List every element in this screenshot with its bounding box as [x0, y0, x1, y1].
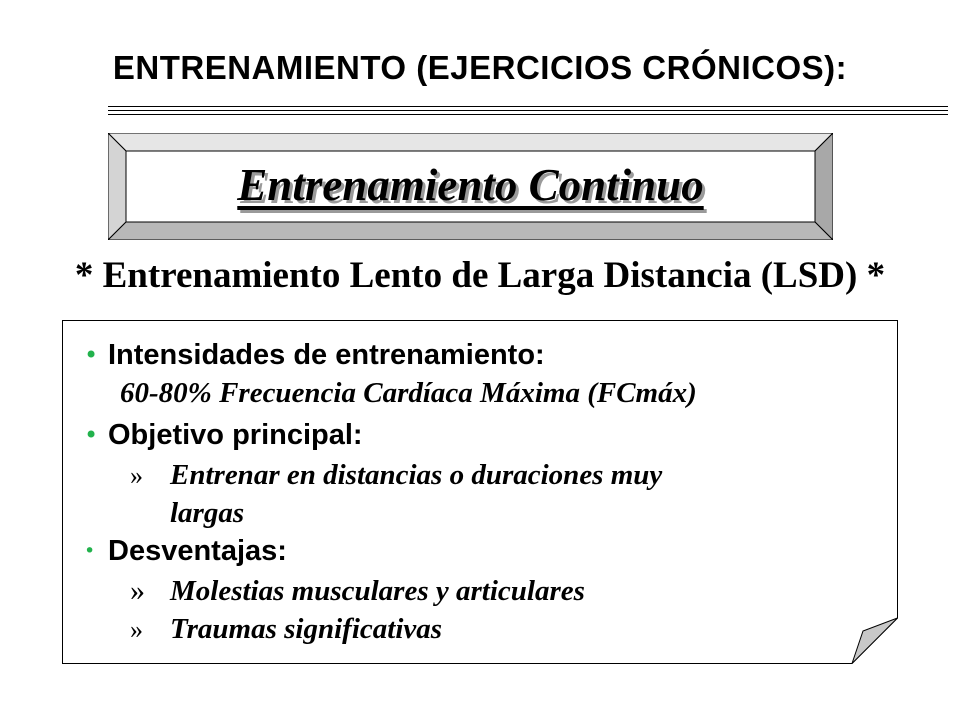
bullet-label: Objetivo principal: [108, 419, 363, 451]
page-title: ENTRENAMIENTO (EJERCICIOS CRÓNICOS): [112, 49, 848, 86]
card-content [62, 322, 898, 662]
intensity-detail: 60-80% Frecuencia Cardíaca Máxima (FCmáx) [120, 377, 697, 409]
subtitle: * Entrenamiento Lento de Larga Distancia (LSD) * [74, 255, 886, 296]
title-rule-middle [108, 110, 948, 111]
bullet-icon: • [84, 421, 99, 449]
bullet-icon: • [84, 341, 99, 369]
sub-bullet-icon: » [130, 461, 143, 490]
frame-title: Entrenamiento Continuo [237, 160, 704, 210]
sub-bullet-icon: » [130, 615, 143, 644]
sub-item [130, 574, 585, 608]
bullet-label: Intensidades de entrenamiento: [108, 339, 545, 371]
bullet-label: Desventajas: [108, 535, 287, 567]
title-rule-bottom [108, 114, 948, 115]
sub-item [130, 458, 662, 492]
sub-item-text: Entrenar en distancias o duraciones muy [170, 459, 663, 491]
sub-item-text: Molestias musculares y articulares [170, 575, 585, 607]
bullet-item-intensity [84, 338, 545, 372]
bullet-item-disadvantages [84, 534, 287, 568]
bullet-icon: • [84, 539, 96, 562]
title-rule-top [108, 106, 948, 107]
sub-bullet-icon: » [130, 574, 145, 607]
sub-item [130, 612, 442, 646]
sub-item-text-continued: largas [170, 497, 245, 529]
bullet-item-objective [84, 418, 363, 452]
sub-item-text: Traumas significativas [170, 613, 443, 645]
